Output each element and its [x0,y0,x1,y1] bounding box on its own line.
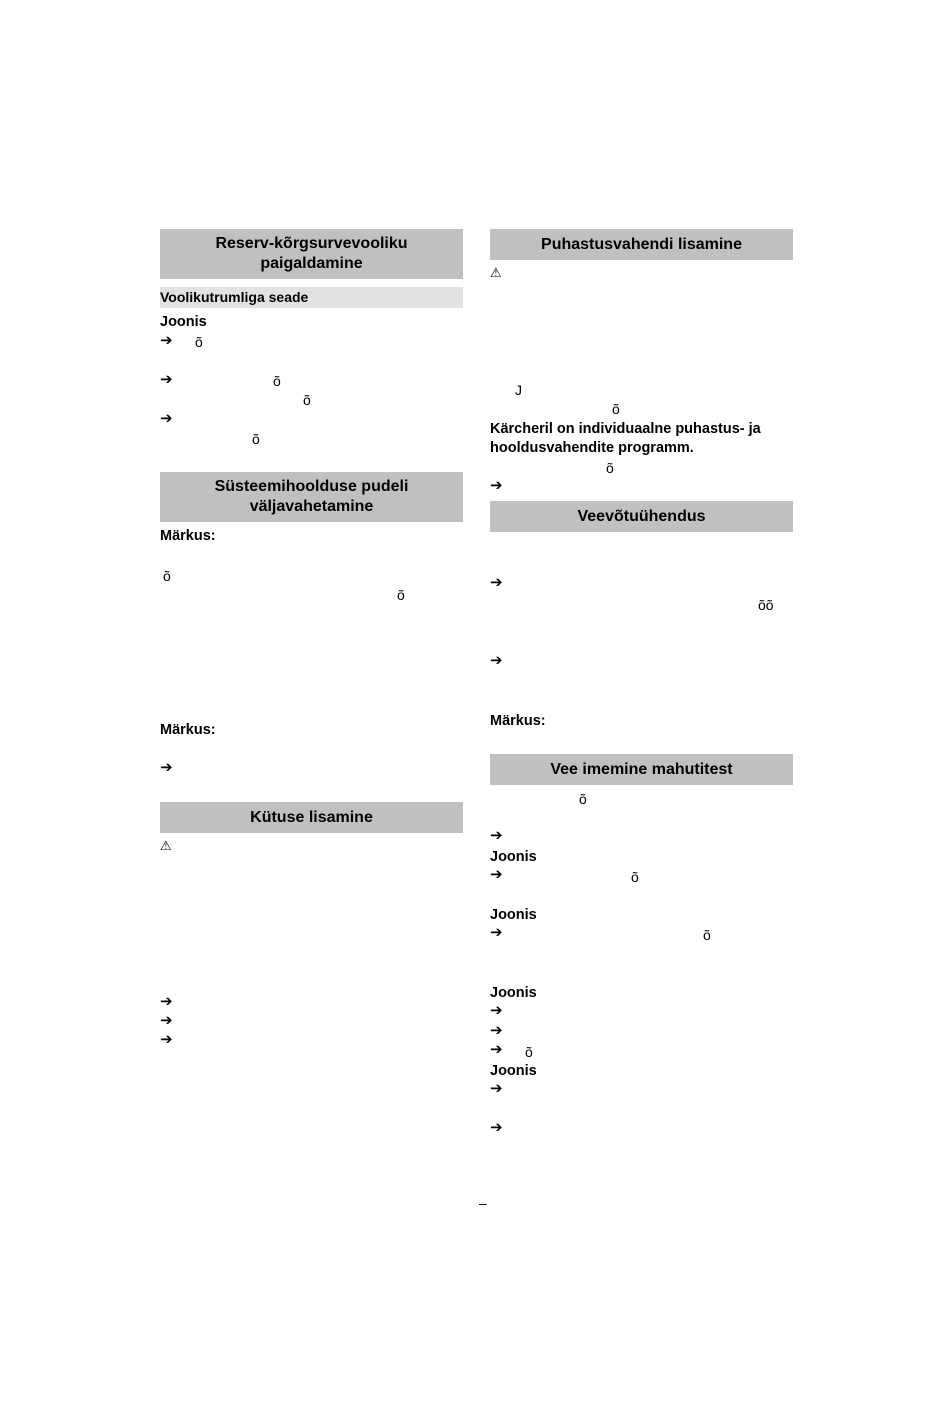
arrow-icon: ➔ [490,477,503,494]
arrow-icon: ➔ [490,574,503,591]
figure-label: Joonis [490,849,537,865]
arrow-icon: ➔ [490,1022,503,1039]
arrow-icon: ➔ [490,652,503,669]
arrow-icon: ➔ [160,1031,173,1048]
figure-label: Joonis [490,1063,537,1079]
text-fragment: õ [303,392,311,408]
text-fragment: õ [631,869,639,885]
arrow-icon: ➔ [490,1041,503,1058]
text-fragment: õ [606,460,614,476]
arrow-icon: ➔ [490,1119,503,1136]
heading-line: Reserv-kõrgsurvevooliku [215,235,408,252]
arrow-icon: ➔ [160,371,173,388]
arrow-icon: ➔ [490,1080,503,1097]
note-label: Märkus: [160,722,216,738]
heading-line: Puhastusvahendi lisamine [541,235,742,253]
subheading-hose-reel: Voolikutrumliga seade [160,287,463,308]
note-label: Märkus: [160,528,216,544]
arrow-icon: ➔ [160,993,173,1010]
arrow-icon: ➔ [490,866,503,883]
heading-line: paigaldamine [260,255,363,272]
section-heading-reserve-hose [160,229,463,279]
arrow-icon: ➔ [160,332,173,349]
section-heading-system-care-bottle [160,472,463,522]
heading-line: Süsteemihoolduse pudeli [214,478,409,495]
text-fragment: õ [612,401,620,417]
text-fragment: õ [195,334,203,350]
warning-icon: ⚠ [160,838,172,853]
heading-line: väljavahetamine [249,498,374,515]
text-fragment: õõ [758,597,774,613]
section-heading-suction-from-containers [490,754,793,785]
bold-paragraph-line: Kärcheril on individuaalne puhastus- ja [490,421,761,437]
text-fragment: õ [579,791,587,807]
page-number: – [479,1195,487,1211]
section-heading-detergent [490,229,793,260]
arrow-icon: ➔ [490,1002,503,1019]
text-fragment: õ [252,431,260,447]
arrow-icon: ➔ [160,1012,173,1029]
arrow-icon: ➔ [490,924,503,941]
heading-line: Veevõtuühendus [577,507,706,525]
figure-label: Joonis [160,314,207,330]
text-fragment: õ [703,927,711,943]
figure-label: Joonis [490,985,537,1001]
heading-line: Kütuse lisamine [250,808,373,826]
bold-paragraph-line: hooldusvahendite programm. [490,440,694,456]
text-fragment: õ [525,1044,533,1060]
heading-line: Vee imemine mahutitest [550,760,733,778]
section-heading-fuel [160,802,463,833]
text-fragment: õ [397,587,405,603]
warning-icon: ⚠ [490,265,502,280]
text-fragment: õ [273,373,281,389]
figure-label: Joonis [490,907,537,923]
arrow-icon: ➔ [160,410,173,427]
note-label: Märkus: [490,713,546,729]
arrow-icon: ➔ [160,759,173,776]
text-fragment: õ [163,568,171,584]
section-heading-water-connection [490,501,793,532]
arrow-icon: ➔ [490,827,503,844]
text-fragment: J [515,382,522,398]
